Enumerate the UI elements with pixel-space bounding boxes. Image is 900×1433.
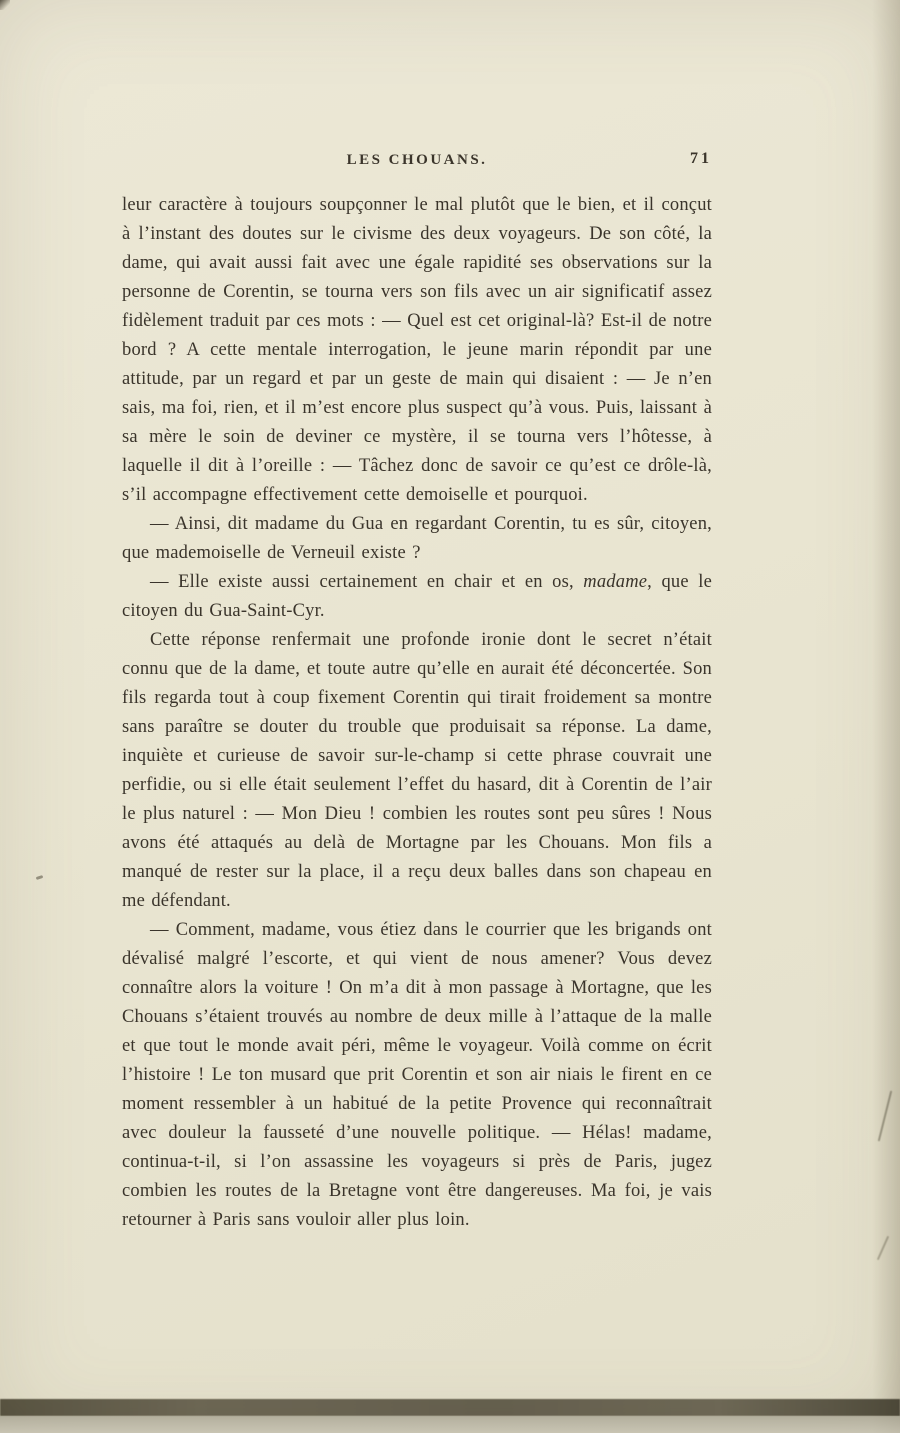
text-run: Cette réponse renfermait une profonde ironie dont le secret n’était connu que de la dame, et toute autre qu’elle en aurait été déconcertée. Son fils regarda tout à coup fixement Corentin qui tirait froidement sa montre sans paraître se douter du trouble que produisait sa réponse. La dame, inquiète et curieuse de savoir sur-le-champ si cette phrase couvrait une perfidie, ou si elle était seulement l’effet du hasard, dit à Corentin de l’air le plus naturel : — Mon Dieu ! combien les routes sont peu sûres ! Nous avons été attaqués au delà de Mortagne par les Chouans. Mon fils a manqué de rester sur la place, il a reçu deux balles dans son chapeau en me défendant.	[122, 630, 712, 911]
paragraph	[122, 626, 712, 916]
scan-corner-mark	[0, 0, 10, 10]
scan-edge-bottom-strip	[0, 1416, 900, 1433]
scan-speck	[36, 875, 44, 880]
page-body	[122, 191, 712, 1235]
page-number: 71	[690, 150, 712, 167]
paragraph	[122, 510, 712, 568]
text-run: — Comment, madame, vous étiez dans le courrier que les brigands ont dévalisé malgré l’escorte, et qui vient de nous amener? Vous devez connaître alors la voiture ! On m’a dit à mon passage à Mortagne, que les Chouans s’étaient trouvés au nombre de deux mille à l’attaque de la malle et que tout le monde avait péri, même le voyageur. Voilà comme on écrit l’histoire ! Le ton musard que prit Corentin et son air niais le firent en ce moment ressembler à un habitué de la petite Provence qui reconnaîtrait avec douleur la fausseté d’une nouvelle politique. — Hélas! madame, continua-t-il, si l’on assassine les voyageurs si près de Paris, jugez combien les routes de la Bretagne vont être dangereuses. Ma foi, je vais retourner à Paris sans vouloir aller plus loin.	[122, 920, 712, 1230]
text-column	[122, 150, 712, 1235]
text-run: — Elle existe aussi certainement en chair et en os,	[150, 572, 584, 592]
page-header	[122, 150, 712, 174]
paragraph	[122, 916, 712, 1235]
italic-text-run: madame	[583, 572, 648, 592]
scan-mark	[878, 1091, 893, 1142]
text-run: , que le citoyen du Gua-Saint-Cyr.	[122, 572, 712, 621]
paragraph	[122, 568, 712, 626]
running-title: LES CHOUANS.	[346, 152, 488, 168]
scan-edge-right	[872, 0, 900, 1433]
scan-edge-bottom-band	[0, 1399, 900, 1416]
paragraph	[122, 191, 712, 510]
text-run: — Ainsi, dit madame du Gua en regardant Corentin, tu es sûr, citoyen, que mademoiselle de Verneuil existe ?	[122, 514, 712, 563]
scan-mark	[877, 1236, 889, 1261]
text-run: leur caractère à toujours soupçonner le mal plutôt que le bien, et il conçut à l’instant des doutes sur le civisme des deux voyageurs. De son côté, la dame, qui avait aussi fait avec une égale rapidité ses observations sur la personne de Corentin, se tourna vers son fils avec un air significatif assez fidèlement traduit par ces mots : — Quel est cet original-là? Est-il de notre bord ? A cette mentale interrogation, le jeune marin répondit par une attitude, par un regard et par un geste de main qui disaient : — Je n’en sais, ma foi, rien, et il m’est encore plus suspect qu’à vous. Puis, laissant à sa mère le soin de deviner ce mystère, il se tourna vers l’hôtesse, à laquelle il dit à l’oreille : — Tâchez donc de savoir ce qu’est ce drôle-là, s’il accompagne effectivement cette demoiselle et pourquoi.	[122, 195, 712, 505]
